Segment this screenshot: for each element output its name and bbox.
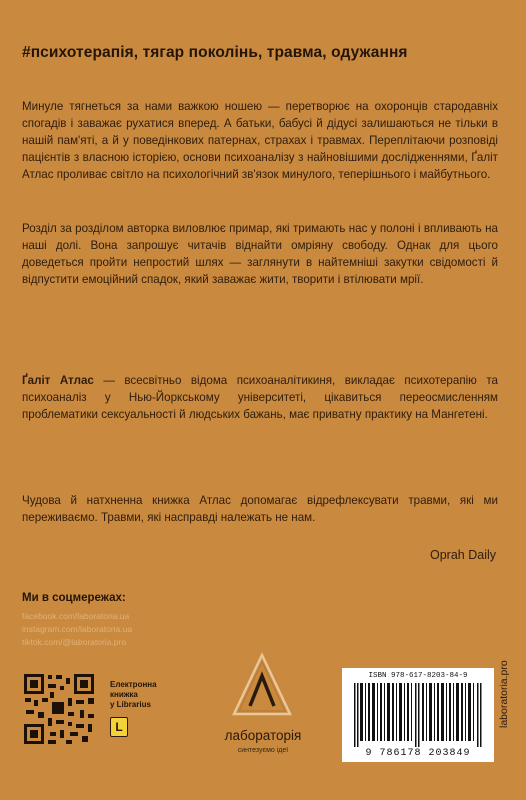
barcode-digits: 9 786178 203849 [365, 748, 471, 759]
ebook-line-2: книжка [110, 690, 138, 699]
publisher-url[interactable]: laboratoria.pro [498, 660, 510, 728]
qr-code[interactable] [22, 672, 96, 746]
social-title: Ми в соцмережах: [22, 592, 126, 604]
publisher-tagline: синтезуємо ідеї [237, 747, 289, 754]
barcode-bars [354, 683, 482, 747]
social-link-tiktok[interactable]: tiktok.com/@laboratoria.pro [22, 637, 127, 647]
author-bio [22, 372, 498, 423]
librarius-icon: L [110, 717, 128, 737]
quote-source: Oprah Daily [430, 548, 496, 562]
author-bio-text: — всесвітньо відома психоаналітикиня, викладає психотерапію та психоаналіз у Нью-Йоркському університеті, цікавиться переосмисленням проблематики сексуальності й людських бажань, має приватну практику на Мангетені. [22, 374, 498, 421]
isbn-number: ISBN 978-617-8203-84-9 [368, 672, 468, 680]
description-paragraph-1: Минуле тягнеться за нами важкою ношею — перетворює на охоронців стародавніх спогадів і заважає рухатися вперед. А батьки, бабусі й дідусі залишаються не тільки в нашій пам'яті, а й у поведінкових патернах, страхах і травмах. Переплітаючи розповіді пацієнтів з власною історією, основи психоаналізу з найновішими дослідженнями, Ґаліт Атлас проливає світло на психологічний зв'язок минулого, теперішнього і майбутнього. [22, 100, 498, 181]
ebook-line-3: у Librarius [110, 700, 151, 709]
ebook-label [110, 680, 157, 710]
social-link-instagram[interactable]: instagram.com/laboratoria.ua [22, 624, 133, 634]
hashtag-line: #психотерапія, тягар поколінь, травма, одужання [22, 44, 408, 61]
social-link-facebook[interactable]: facebook.com/laboratoria.ua [22, 611, 130, 621]
publisher-name: лабораторія [224, 728, 302, 743]
review-quote: Чудова й натхненна книжка Атлас допомагає відрефлексувати травми, які ми переживаємо. Травми, які насправді належать не нам. [22, 494, 498, 524]
description-paragraph-2: Розділ за розділом авторка виловлює примар, які тримають нас у полоні і впливають на наші долі. Вона запрошує читачів віднайти омріяну свободу. Однак для цього доведеться пройти непростий шлях — заглянути в найтемніші закутки свідомості й відпустити емоційний спадок, який заважає жити, творити і втілювати мрії. [22, 222, 498, 286]
publisher-logo-icon [230, 652, 294, 720]
ebook-line-1: Електронна [110, 680, 157, 689]
isbn-barcode [342, 668, 494, 762]
author-name: Ґаліт Атлас [22, 374, 94, 387]
